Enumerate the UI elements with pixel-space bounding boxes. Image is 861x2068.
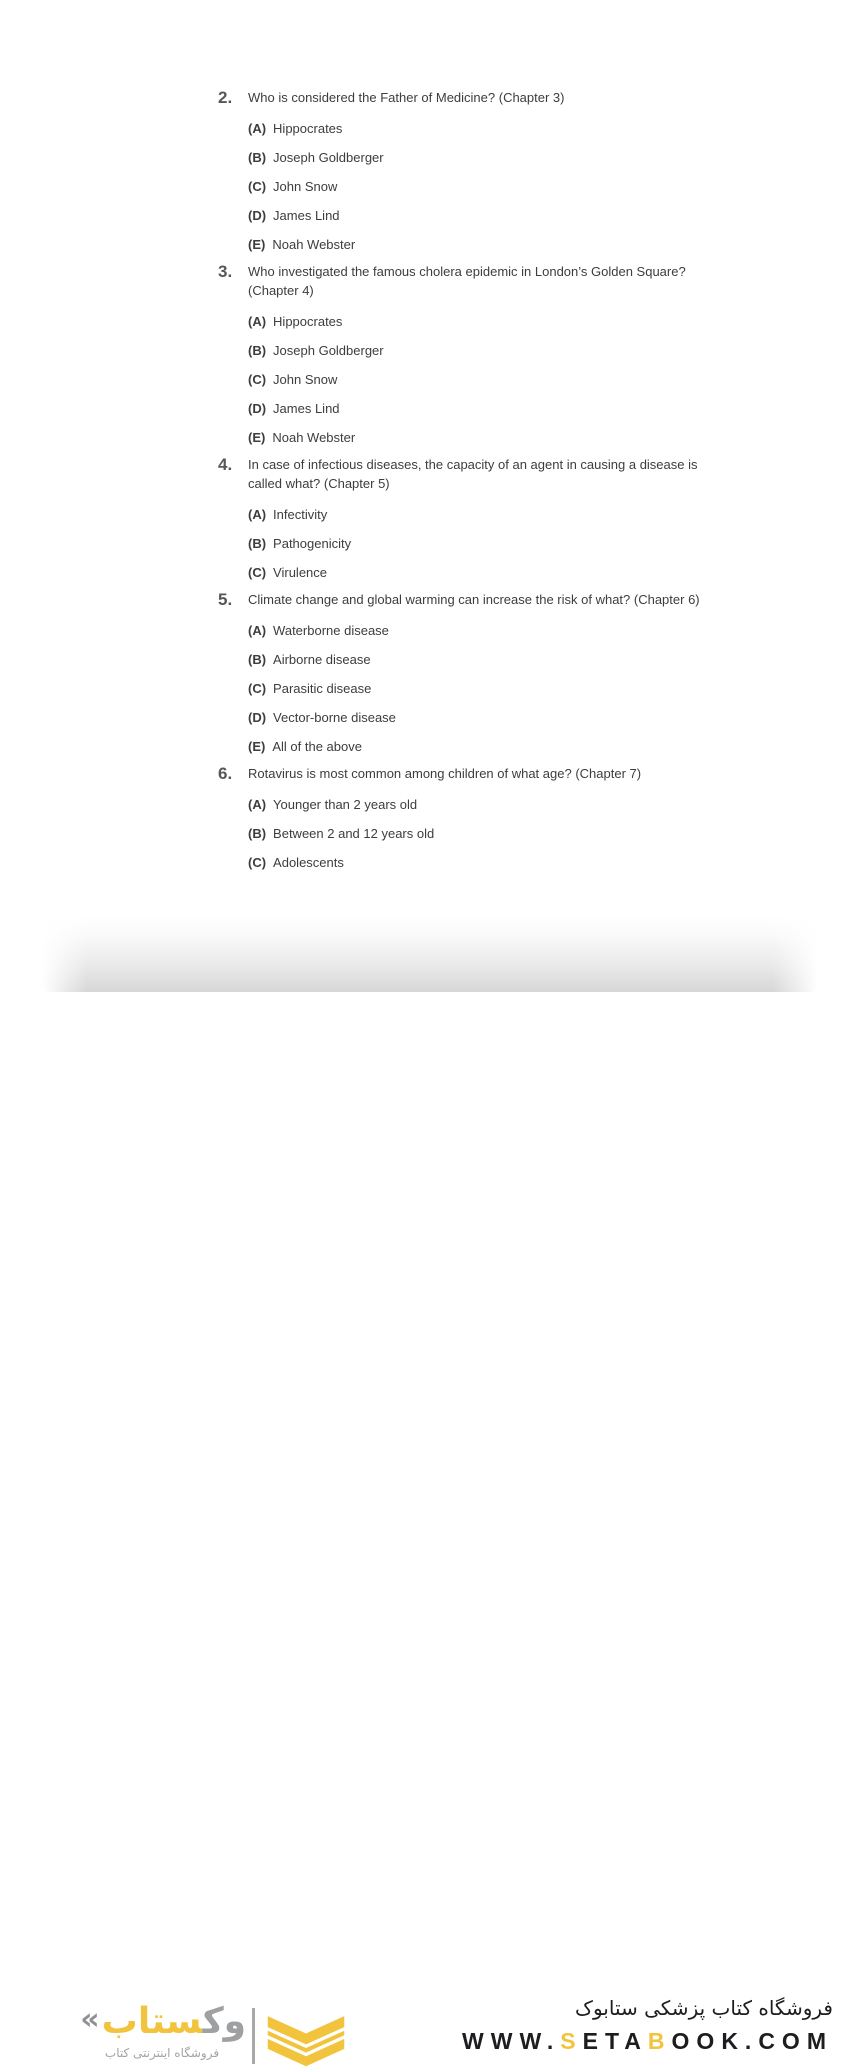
footer-banner xyxy=(0,992,861,2060)
question-block xyxy=(218,590,748,754)
option-text: Pathogenicity xyxy=(273,536,352,551)
question-text xyxy=(248,590,748,609)
question-line: Rotavirus is most common among children of what age? (Chapter 7) xyxy=(248,766,642,781)
logo-wordmark xyxy=(78,2000,246,2042)
option-list xyxy=(248,122,748,252)
question-body xyxy=(248,262,748,445)
option-text: Noah Webster xyxy=(272,237,356,252)
option-text: Younger than 2 years old xyxy=(273,797,418,812)
option-row xyxy=(248,682,748,696)
url-segment: B xyxy=(647,2028,672,2054)
option-text: Airborne disease xyxy=(273,652,371,667)
question-body xyxy=(248,590,748,754)
question-body xyxy=(248,88,748,252)
option-text: Hippocrates xyxy=(273,121,343,136)
option-list xyxy=(248,798,748,870)
question-text xyxy=(248,455,748,493)
option-row xyxy=(248,402,748,416)
option-text: Hippocrates xyxy=(273,314,343,329)
option-letter: (B) xyxy=(248,826,267,841)
option-row xyxy=(248,344,748,358)
chevron-emblem-icon xyxy=(265,2008,347,2068)
website-url xyxy=(462,2029,833,2053)
option-text: Noah Webster xyxy=(272,430,356,445)
option-letter: (E) xyxy=(248,237,266,252)
option-row xyxy=(248,798,748,812)
question-line: In case of infectious diseases, the capacity of an agent in causing a disease is xyxy=(248,457,698,472)
option-letter: (B) xyxy=(248,150,267,165)
logo-word-yellow: ستاب xyxy=(101,2001,203,2042)
question-number: 3. xyxy=(218,262,233,281)
option-text: James Lind xyxy=(273,208,340,223)
guillemet-icon: « xyxy=(80,2002,100,2037)
question-line: Who investigated the famous cholera epidemic in London’s Golden Square? xyxy=(248,264,686,279)
option-row xyxy=(248,856,748,870)
option-row xyxy=(248,122,748,136)
footer-text-block xyxy=(462,1993,833,2053)
question-list xyxy=(218,88,748,870)
option-row xyxy=(248,151,748,165)
option-letter: (B) xyxy=(248,536,267,551)
option-text: Between 2 and 12 years old xyxy=(273,826,435,841)
option-row xyxy=(248,711,748,725)
setabook-logo xyxy=(78,2000,246,2060)
option-row xyxy=(248,508,748,522)
document-page xyxy=(218,88,748,880)
question-number: 5. xyxy=(218,590,233,609)
url-segment: WWW. xyxy=(462,2028,561,2054)
option-letter: (C) xyxy=(248,565,267,580)
question-number: 6. xyxy=(218,764,233,783)
question-text xyxy=(248,88,748,107)
url-segment: OOK.COM xyxy=(671,2028,833,2054)
option-row xyxy=(248,537,748,551)
option-letter: (D) xyxy=(248,401,267,416)
url-segment: S xyxy=(560,2028,583,2054)
option-row xyxy=(248,431,748,445)
option-letter: (D) xyxy=(248,710,267,725)
option-letter: (A) xyxy=(248,507,267,522)
option-text: John Snow xyxy=(273,179,338,194)
option-text: Joseph Goldberger xyxy=(273,150,384,165)
option-letter: (E) xyxy=(248,430,266,445)
question-block xyxy=(218,455,748,580)
logo-tagline: فروشگاه اینترنتی کتاب xyxy=(104,2046,220,2060)
option-list xyxy=(248,315,748,445)
option-letter: (C) xyxy=(248,855,267,870)
option-letter: (B) xyxy=(248,652,267,667)
option-letter: (D) xyxy=(248,208,267,223)
option-row xyxy=(248,180,748,194)
option-row xyxy=(248,209,748,223)
question-line: Who is considered the Father of Medicine? (Chapter 3) xyxy=(248,90,565,105)
option-row xyxy=(248,373,748,387)
option-row xyxy=(248,653,748,667)
question-block xyxy=(218,764,748,870)
option-text: Waterborne disease xyxy=(273,623,389,638)
page-bottom-shadow xyxy=(42,917,818,992)
question-text xyxy=(248,764,748,783)
option-row xyxy=(248,566,748,580)
option-letter: (E) xyxy=(248,739,266,754)
option-text: Joseph Goldberger xyxy=(273,343,384,358)
question-block xyxy=(218,262,748,445)
logo-divider xyxy=(252,2008,255,2064)
option-letter: (B) xyxy=(248,343,267,358)
option-letter: (C) xyxy=(248,372,267,387)
option-text: John Snow xyxy=(273,372,338,387)
option-text: Adolescents xyxy=(273,855,344,870)
option-list xyxy=(248,508,748,580)
question-text xyxy=(248,262,748,300)
question-line: Climate change and global warming can increase the risk of what? (Chapter 6) xyxy=(248,592,700,607)
url-segment: ETA xyxy=(582,2028,648,2054)
option-letter: (A) xyxy=(248,314,267,329)
option-list xyxy=(248,624,748,754)
option-text: Virulence xyxy=(273,565,328,580)
option-text: Parasitic disease xyxy=(273,681,372,696)
option-letter: (A) xyxy=(248,623,267,638)
option-row xyxy=(248,740,748,754)
option-letter: (C) xyxy=(248,179,267,194)
question-number: 2. xyxy=(218,88,233,107)
question-body xyxy=(248,764,748,870)
option-text: James Lind xyxy=(273,401,340,416)
question-block xyxy=(218,88,748,252)
question-body xyxy=(248,455,748,580)
option-letter: (C) xyxy=(248,681,267,696)
option-row xyxy=(248,624,748,638)
question-line: (Chapter 4) xyxy=(248,283,314,298)
option-row xyxy=(248,315,748,329)
option-text: All of the above xyxy=(272,739,362,754)
option-text: Vector-borne disease xyxy=(273,710,396,725)
option-letter: (A) xyxy=(248,121,267,136)
option-letter: (A) xyxy=(248,797,267,812)
question-line: called what? (Chapter 5) xyxy=(248,476,390,491)
question-number: 4. xyxy=(218,455,233,474)
option-row xyxy=(248,827,748,841)
option-row xyxy=(248,238,748,252)
option-text: Infectivity xyxy=(273,507,328,522)
store-title: فروشگاه کتاب پزشکی ستابوک xyxy=(575,1996,833,2020)
logo-word-gray: وک xyxy=(202,2001,246,2042)
